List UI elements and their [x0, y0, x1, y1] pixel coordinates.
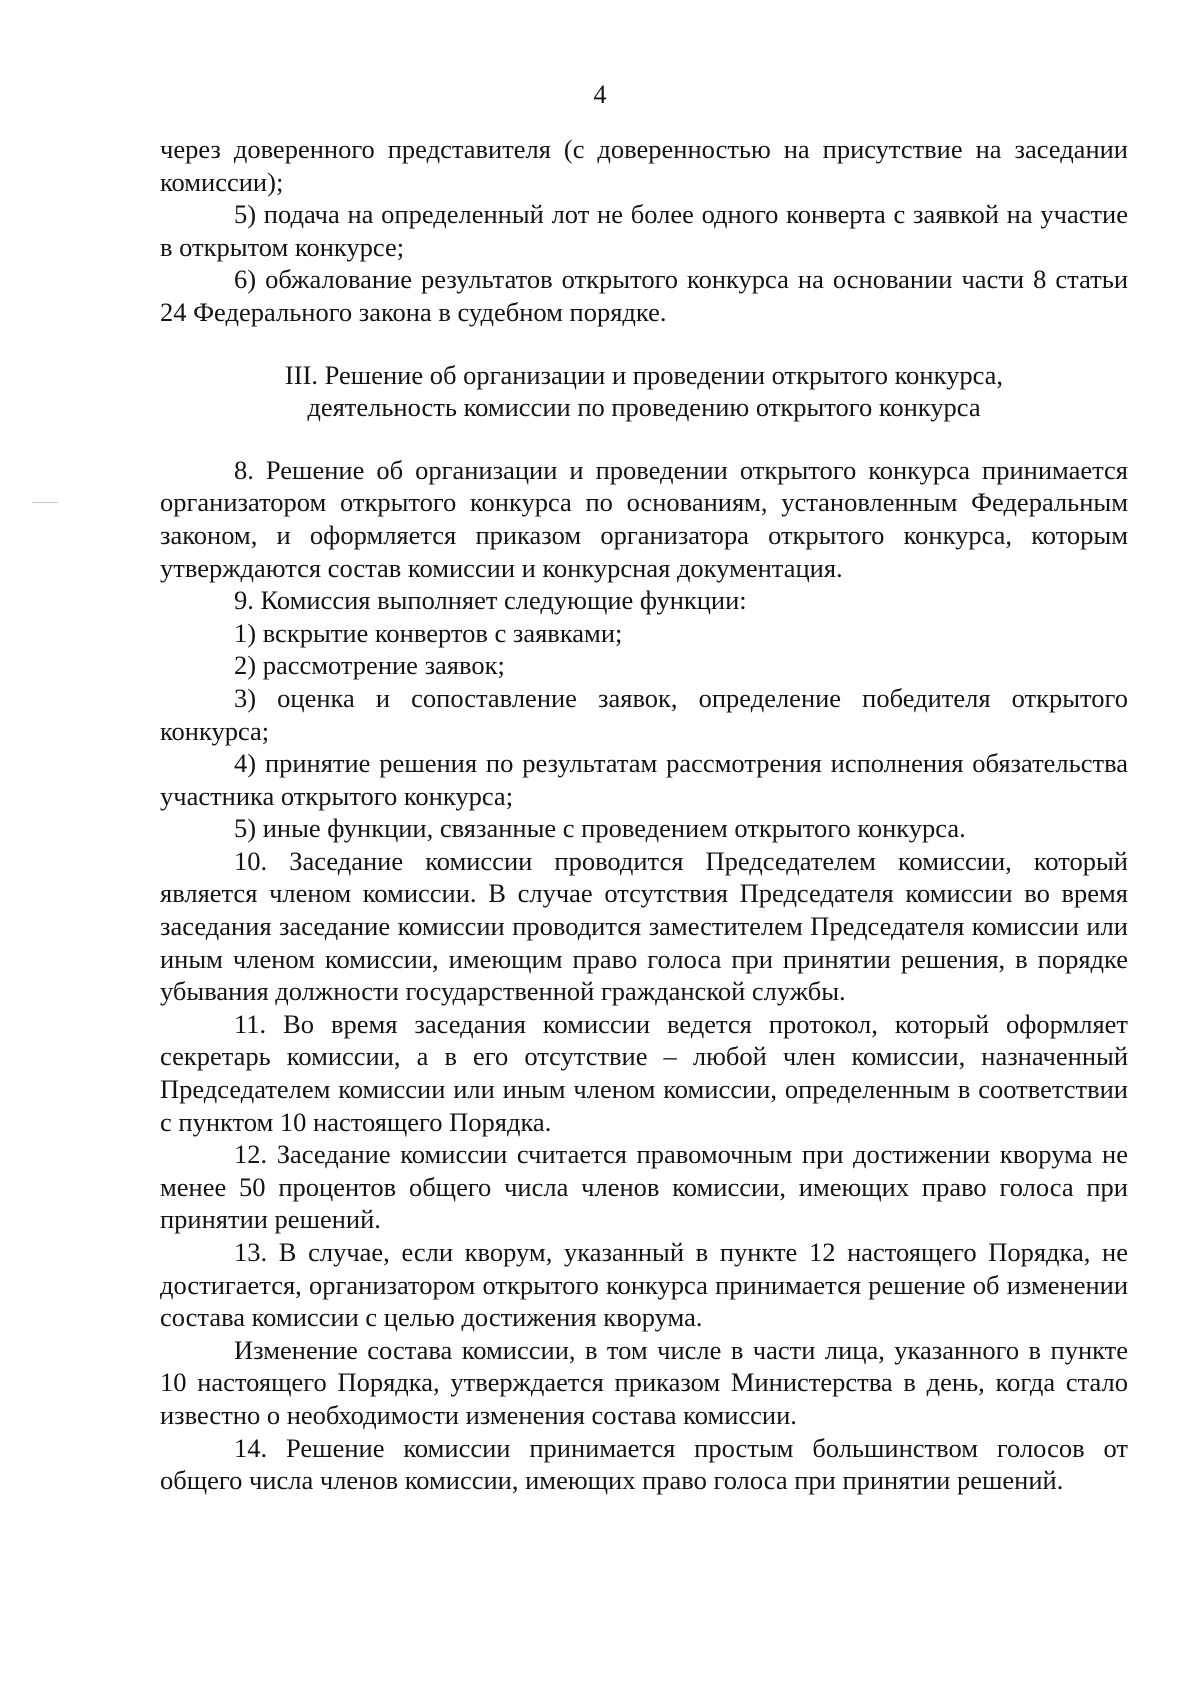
list-item: 6) обжалование результатов открытого конкурса на основании части 8 статьи 24 Федерального закона в судебном порядке.	[160, 264, 1128, 327]
function-list-item: 4) принятие решения по результатам рассмотрения исполнения обязательства участника открытого конкурса;	[160, 748, 1128, 811]
paragraph-14: 14. Решение комиссии принимается простым большинством голосов от общего числа членов комиссии, имеющих право голоса при принятии решений.	[160, 1432, 1128, 1496]
section-heading-line: деятельность комиссии по проведению открытого конкурса	[307, 392, 981, 423]
paragraph-10: 10. Заседание комиссии проводится Председателем комиссии, который является членом комиссии. В случае отсутствия Председателя комиссии во время заседания заседание комиссии проводится заместителем Председателя комиссии или иным членом комиссии, имеющим право голоса при принятии решения, в порядке убывания должности государственной гражданской службы.	[160, 845, 1128, 1007]
paragraph-8: 8. Решение об организации и проведении открытого конкурса принимается организатором открытого конкурса по основаниям, установленным Федеральным законом, и оформляется приказом организатора открытого конкурса, которым утверждаются состав комиссии и конкурсная документация.	[160, 454, 1128, 583]
paragraph-13-extra: Изменение состава комиссии, в том числе в части лица, указанного в пункте 10 настоящего Порядка, утверждается приказом Министерства в день, когда стало известно о необходимости изменения состава комиссии.	[160, 1334, 1128, 1430]
continuation-paragraph: через доверенного представителя (с доверенностью на присутствие на заседании комиссии);	[160, 134, 1128, 197]
paragraph-11: 11. Во время заседания комиссии ведется протокол, который оформляет секретарь комиссии, а в его отсутствие – любой член комиссии, назначенный Председателем комиссии или иным членом комиссии, определенным в соответствии с пунктом 10 настоящего Порядка.	[160, 1008, 1128, 1137]
function-list-item: 2) рассмотрение заявок;	[234, 650, 505, 681]
function-list-item: 3) оценка и сопоставление заявок, определение победителя открытого конкурса;	[160, 682, 1128, 746]
scan-margin-mark	[32, 502, 58, 503]
paragraph-9: 9. Комиссия выполняет следующие функции:	[234, 585, 747, 616]
section-heading	[160, 359, 1128, 424]
function-list-item: 1) вскрытие конвертов с заявками;	[234, 617, 623, 648]
document-body	[160, 133, 1128, 1497]
function-list-item: 5) иные функции, связанные с проведением открытого конкурса.	[234, 813, 966, 844]
list-item: 5) подача на определенный лот не более одного конверта с заявкой на участие в открытом конкурсе;	[160, 199, 1128, 262]
paragraph-13: 13. В случае, если кворум, указанный в пункте 12 настоящего Порядка, не достигается, организатором открытого конкурса принимается решение об изменении состава комиссии с целью достижения кворума.	[160, 1237, 1128, 1333]
page-number: 4	[593, 80, 607, 109]
paragraph-12: 12. Заседание комиссии считается правомочным при достижении кворума не менее 50 процентов общего числа членов комиссии, имеющих право голоса при принятии решений.	[160, 1139, 1128, 1235]
section-heading-line: III. Решение об организации и проведении открытого конкурса,	[284, 359, 1004, 390]
